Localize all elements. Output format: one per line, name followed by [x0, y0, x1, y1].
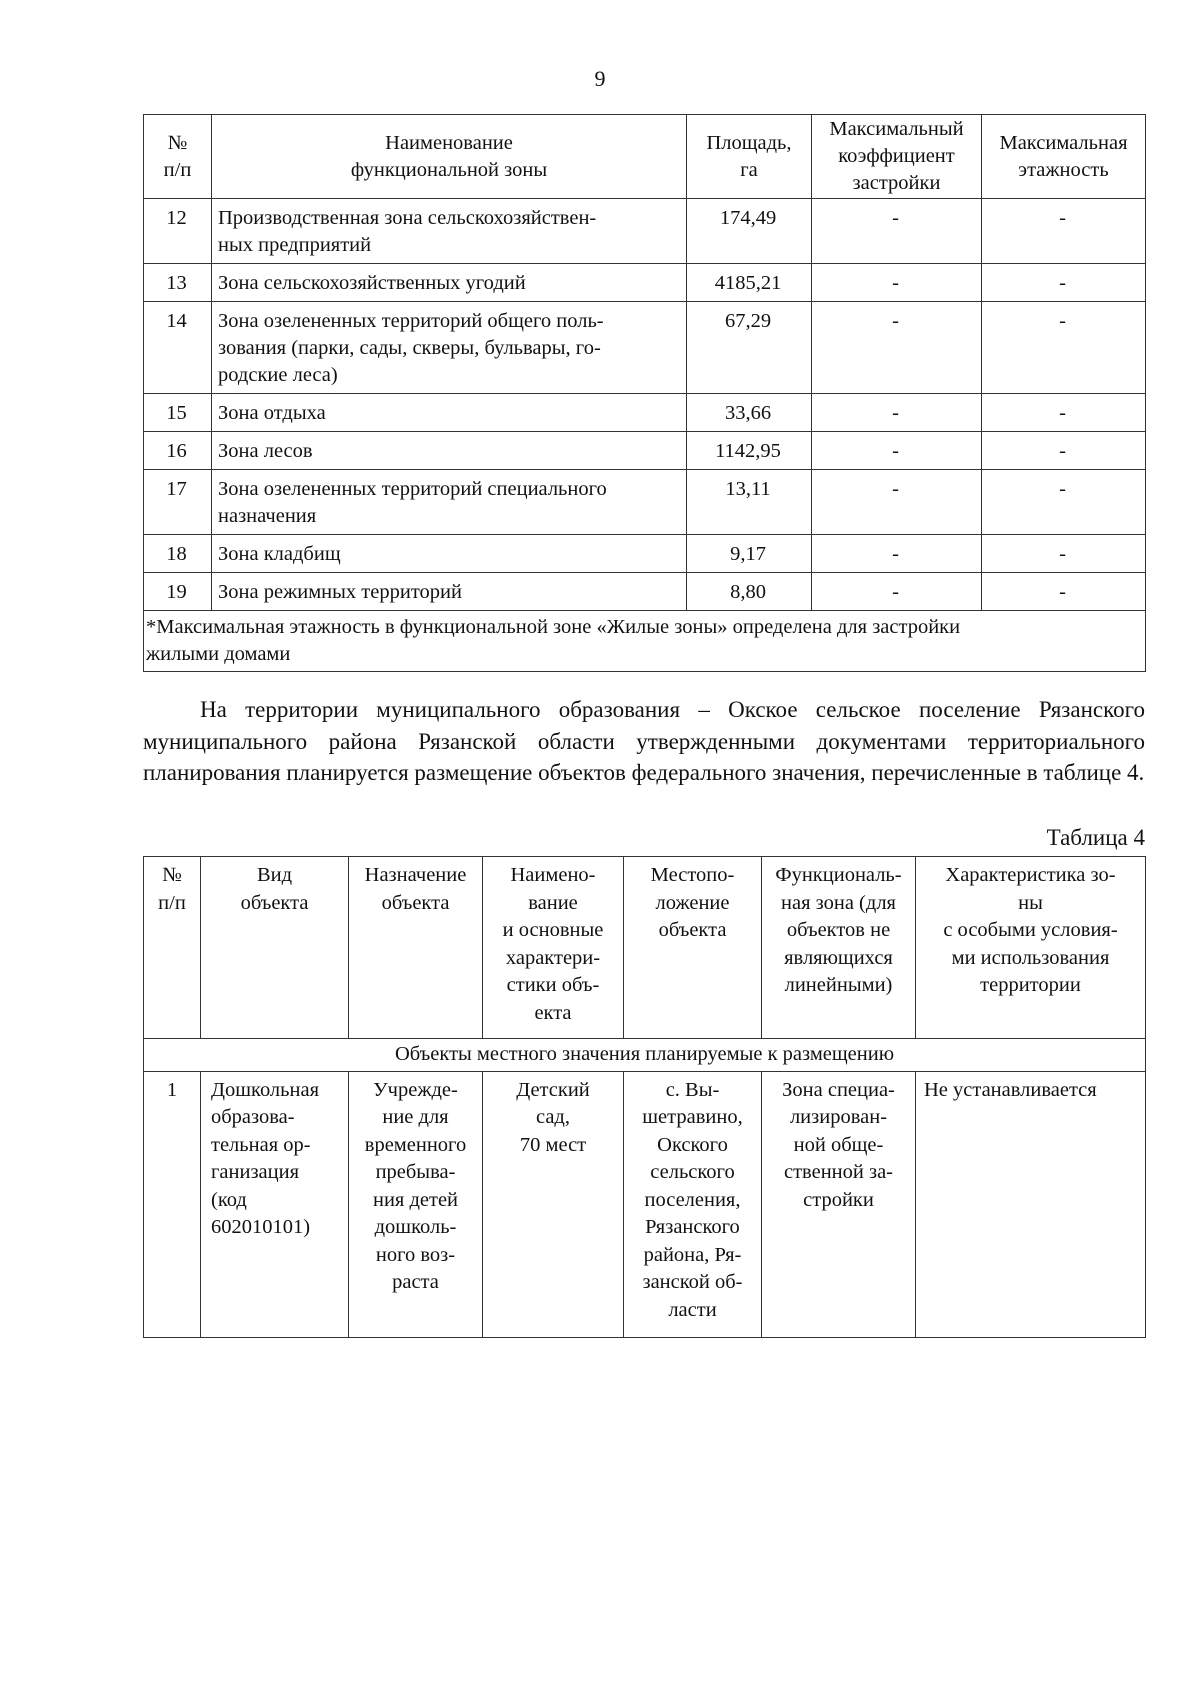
row-area: 1142,95 [687, 432, 812, 470]
row-num: 14 [144, 302, 212, 394]
row-num: 15 [144, 394, 212, 432]
row-functional-zone: Зона специа- лизирован- ной обще- ственной за- стройки [762, 1071, 916, 1337]
row-zone-name: Производственная зона сельскохозяйствен- ных предприятий [212, 199, 687, 264]
zones-table-header [144, 115, 1146, 199]
row-floors: - [982, 264, 1146, 302]
row-coef: - [812, 535, 982, 573]
row-floors: - [982, 432, 1146, 470]
table-row [144, 470, 1146, 535]
table-row [144, 1071, 1146, 1337]
row-num: 12 [144, 199, 212, 264]
row-num: 18 [144, 535, 212, 573]
header-special-conditions: Характеристика зо- ны с особыми условия- ми использования территории [916, 857, 1146, 1039]
row-floors: - [982, 394, 1146, 432]
row-special-conditions: Не устанавливается [916, 1071, 1146, 1337]
row-area: 8,80 [687, 573, 812, 611]
row-area: 13,11 [687, 470, 812, 535]
header-object-name: Наимено- вание и основные характери- стики объ- екта [483, 857, 624, 1039]
section-title: Объекты местного значения планируемые к размещению [144, 1039, 1146, 1072]
table-row [144, 432, 1146, 470]
row-floors: - [982, 199, 1146, 264]
zones-table [143, 114, 1146, 672]
table-row [144, 573, 1146, 611]
row-coef: - [812, 199, 982, 264]
row-area: 33,66 [687, 394, 812, 432]
header-name: Наименование функциональной зоны [212, 115, 687, 199]
table-note-row [144, 611, 1146, 672]
row-area: 67,29 [687, 302, 812, 394]
table-row [144, 199, 1146, 264]
header-area: Площадь, га [687, 115, 812, 199]
row-zone-name: Зона лесов [212, 432, 687, 470]
header-purpose: Назначение объекта [349, 857, 483, 1039]
header-num: № п/п [144, 115, 212, 199]
header-location: Местопо- ложение объекта [624, 857, 762, 1039]
row-area: 4185,21 [687, 264, 812, 302]
table-row [144, 394, 1146, 432]
row-coef: - [812, 573, 982, 611]
row-object-location: с. Вы- шетравино, Окского сельского поселения, Рязанского района, Ря- занской об- ласти [624, 1071, 762, 1337]
table-row [144, 302, 1146, 394]
header-type: Вид объекта [201, 857, 349, 1039]
row-zone-name: Зона кладбищ [212, 535, 687, 573]
table-row [144, 264, 1146, 302]
table-footnote: *Максимальная этажность в функциональной зоне «Жилые зоны» определена для застройки жилыми домами [144, 611, 1146, 672]
row-zone-name: Зона режимных территорий [212, 573, 687, 611]
body-paragraph: На территории муниципального образования – Окское сельское поселение Рязанского муниципального района Рязанской области утвержденными документами территориального планирования планируется размещение объектов федерального значения, перечисленные в таблице 4. [143, 697, 1145, 785]
row-area: 174,49 [687, 199, 812, 264]
row-floors: - [982, 535, 1146, 573]
row-coef: - [812, 470, 982, 535]
row-floors: - [982, 573, 1146, 611]
row-zone-name: Зона сельскохозяйственных угодий [212, 264, 687, 302]
row-num: 17 [144, 470, 212, 535]
row-area: 9,17 [687, 535, 812, 573]
header-floors: Максимальная этажность [982, 115, 1146, 199]
row-zone-name: Зона озелененных территорий общего поль- зования (парки, сады, скверы, бульвары, го- родские леса) [212, 302, 687, 394]
row-num: 1 [144, 1071, 201, 1337]
row-coef: - [812, 302, 982, 394]
row-num: 13 [144, 264, 212, 302]
row-floors: - [982, 302, 1146, 394]
row-zone-name: Зона озелененных территорий специального назначения [212, 470, 687, 535]
row-zone-name: Зона отдыха [212, 394, 687, 432]
row-coef: - [812, 432, 982, 470]
row-floors: - [982, 470, 1146, 535]
row-coef: - [812, 264, 982, 302]
row-num: 19 [144, 573, 212, 611]
table-row [144, 535, 1146, 573]
row-object-type: Дошкольная образова- тельная ор- ганизация (код 602010101) [201, 1071, 349, 1337]
header-coef: Максимальный коэффициент застройки [812, 115, 982, 199]
header-functional-zone: Функциональ- ная зона (для объектов не являющихся линейными) [762, 857, 916, 1039]
objects-table-header [144, 857, 1146, 1039]
row-num: 16 [144, 432, 212, 470]
objects-table [143, 856, 1146, 1338]
row-object-purpose: Учрежде- ние для временного пребыва- ния детей дошколь- ного воз- раста [349, 1071, 483, 1337]
header-num: № п/п [144, 857, 201, 1039]
row-object-name: Детский сад, 70 мест [483, 1071, 624, 1337]
page-number: 9 [594, 66, 606, 91]
section-row [144, 1039, 1146, 1072]
table-caption: Таблица 4 [1046, 825, 1145, 850]
row-coef: - [812, 394, 982, 432]
